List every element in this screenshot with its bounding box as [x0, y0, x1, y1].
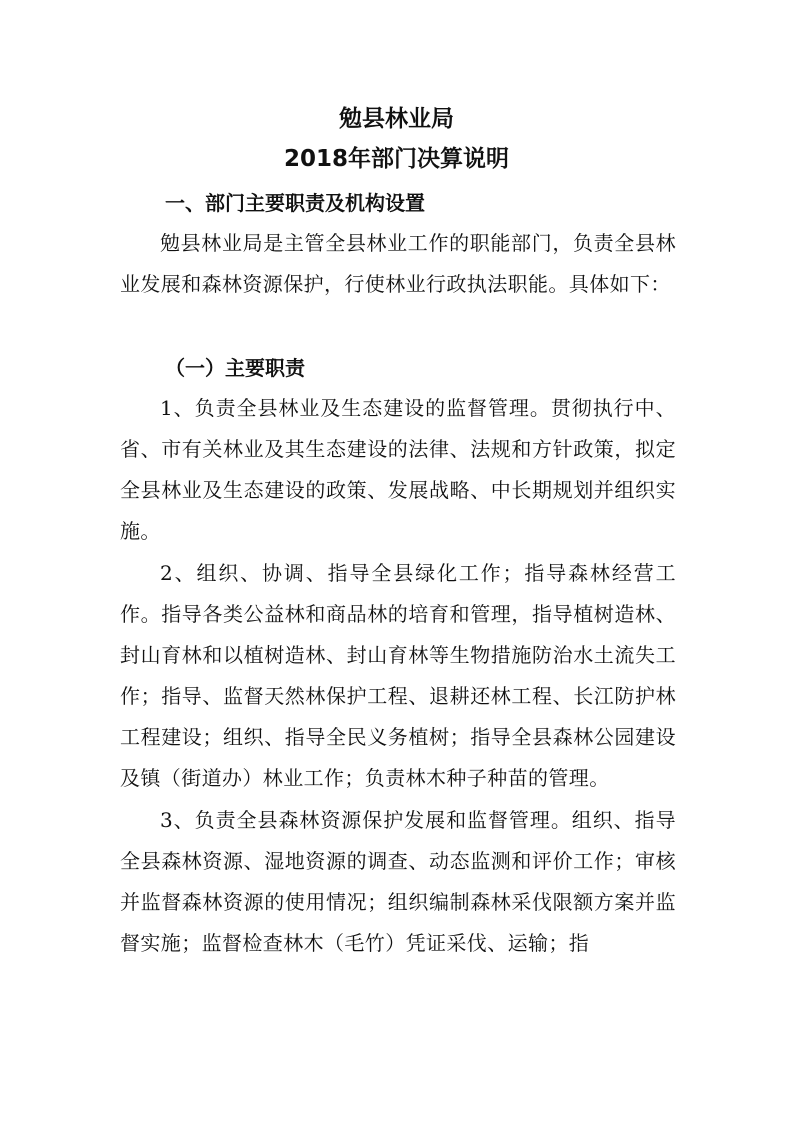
duty-paragraph-2: 2、组织、协调、指导全县绿化工作；指导森林经营工作。指导各类公益林和商品林的培育和管理，指导植树造林、封山育林和以植树造林、封山育林等生物措施防治水土流失工作；指导、监督天然林保护工程、退耕还林工程、长江防护林工程建设；组织、指导全民义务植树；指导全县森林公园建设及镇（街道办）林业工作；负责林木种子种苗的管理。 [120, 561, 676, 790]
duty-paragraph-3: 3、负责全县森林资源保护发展和监督管理。组织、指导全县森林资源、湿地资源的调查、动态监测和评价工作；审核并监督森林资源的使用情况；组织编制森林采伐限额方案并监督实施；监督检查林木（毛竹）凭证采伐、运输；指 [120, 808, 676, 955]
duty-paragraph-1: 1、负责全县林业及生态建设的监督管理。贯彻执行中、省、市有关林业及其生态建设的法律、法规和方针政策，拟定全县林业及生态建设的政策、发展战略、中长期规划并组织实施。 [120, 396, 676, 543]
document-subtitle: 2018年部门决算说明 [283, 146, 509, 172]
document-title: 勉县林业局 [339, 106, 454, 132]
intro-paragraph: 勉县林业局是主管全县林业工作的职能部门，负责全县林业发展和森林资源保护，行使林业行政执法职能。具体如下： [120, 231, 676, 296]
section-heading: 一、部门主要职责及机构设置 [165, 191, 425, 215]
subsection-heading: （一）主要职责 [165, 356, 305, 380]
